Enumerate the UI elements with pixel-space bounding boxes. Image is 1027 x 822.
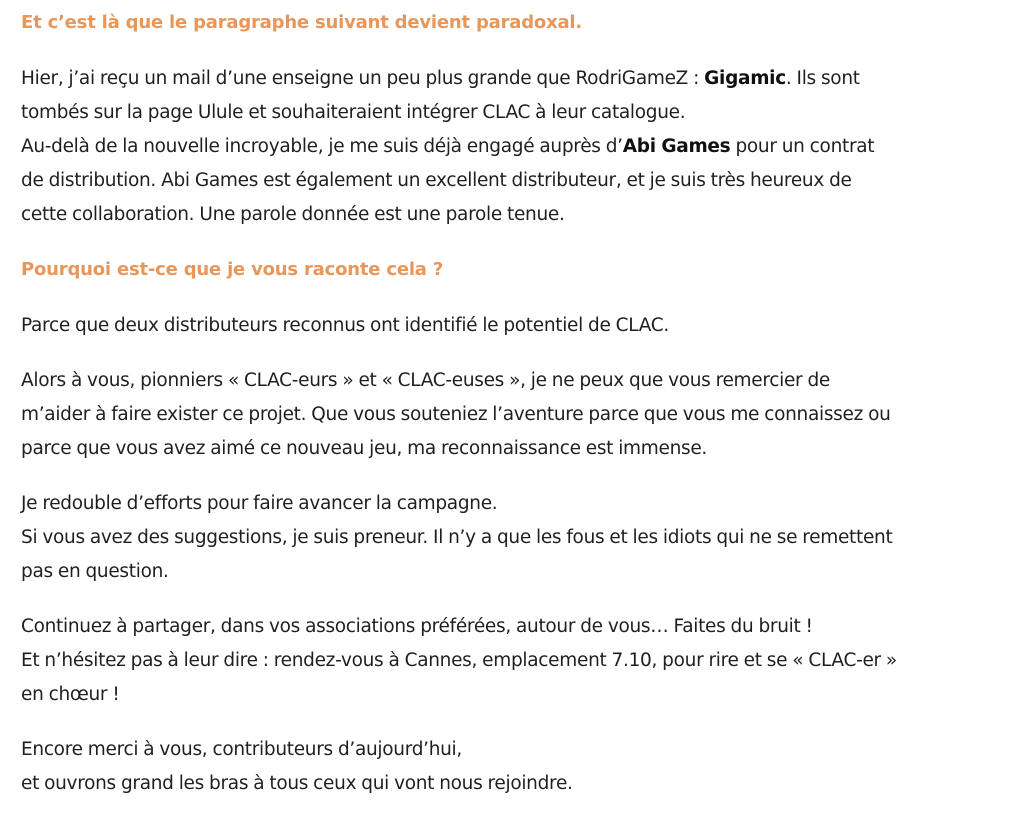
paragraph-line: de distribution. Abi Games est également un excellent distributeur, et je suis très heureux de bbox=[21, 170, 852, 191]
paragraph-line: en chœur ! bbox=[21, 684, 120, 705]
paragraph-line: et ouvrons grand les bras à tous ceux qui vont nous rejoindre. bbox=[21, 773, 573, 794]
text-run: Au-delà de la nouvelle incroyable, je me suis déjà engagé auprès d’ bbox=[21, 136, 623, 157]
paragraph-line: Encore merci à vous, contributeurs d’aujourd’hui, bbox=[21, 739, 462, 760]
paragraph-thanks-pioneers bbox=[21, 364, 1011, 466]
paragraph-line: parce que vous avez aimé ce nouveau jeu, ma reconnaissance est immense. bbox=[21, 438, 708, 459]
paragraph-line: Continuez à partager, dans vos associations préférées, autour de vous… Faites du bruit ! bbox=[21, 616, 813, 637]
section-heading-paradox: Et c’est là que le paragraphe suivant devient paradoxal. bbox=[21, 12, 583, 33]
paragraph-line: tombés sur la page Ulule et souhaiteraient intégrer CLAC à leur catalogue. bbox=[21, 102, 686, 123]
section-heading-why: Pourquoi est-ce que je vous raconte cela ? bbox=[21, 259, 444, 280]
paragraph-line bbox=[21, 130, 1011, 164]
text-run: Hier, j’ai reçu un mail d’une enseigne un peu plus grande que RodriGameZ : bbox=[21, 68, 705, 89]
paragraph-efforts bbox=[21, 487, 1011, 589]
paragraph-gigamic bbox=[21, 62, 1011, 232]
text-run: pour un contrat bbox=[730, 136, 875, 157]
paragraph-share bbox=[21, 610, 1011, 712]
paragraph-line: Je redouble d’efforts pour faire avancer la campagne. bbox=[21, 493, 498, 514]
paragraph-line bbox=[21, 62, 1011, 96]
paragraph-line: Parce que deux distributeurs reconnus ont identifié le potentiel de CLAC. bbox=[21, 315, 669, 336]
text-run: . Ils sont bbox=[785, 68, 860, 89]
paragraph-line: Si vous avez des suggestions, je suis preneur. Il n’y a que les fous et les idiots qui ne se remettent bbox=[21, 527, 893, 548]
paragraph-line: Alors à vous, pionniers « CLAC-eurs » et « CLAC-euses », je ne peux que vous remercier de bbox=[21, 370, 830, 391]
bold-gigamic: Gigamic bbox=[704, 68, 786, 89]
paragraph-line: Et n’hésitez pas à leur dire : rendez-vous à Cannes, emplacement 7.10, pour rire et se « CLAC-er » bbox=[21, 650, 897, 671]
paragraph-line: pas en question. bbox=[21, 561, 169, 582]
paragraph-line: m’aider à faire exister ce projet. Que vous souteniez l’aventure parce que vous me connaissez ou bbox=[21, 404, 891, 425]
article-body bbox=[21, 6, 1011, 822]
bold-abi-games: Abi Games bbox=[622, 136, 731, 157]
paragraph-line: cette collaboration. Une parole donnée est une parole tenue. bbox=[21, 204, 565, 225]
paragraph-distributors bbox=[21, 309, 1011, 343]
